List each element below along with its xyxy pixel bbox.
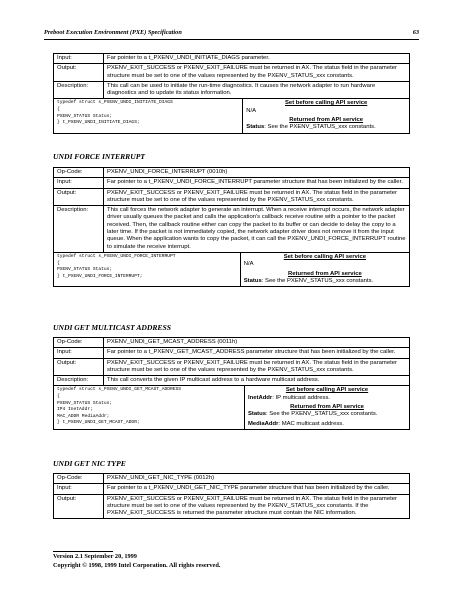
opcode-label: Op-Code: [54, 474, 104, 484]
input-text: Far pointer to a t_PXENV_UNDI_INITIATE_DIAGS parameter. [104, 54, 410, 64]
returned-heading: Returned from API service [289, 117, 364, 124]
code-line: PXENV_STATUS Status; [57, 113, 113, 119]
table-row [54, 474, 410, 484]
mediaaddr-text: : MAC multicast address. [278, 420, 344, 427]
output-text: PXENV_EXIT_SUCCESS or PXENV_EXIT_FAILURE must be returned in AX. The status field in the parameter structure must be set to one of the values represented by the PXENV_STATUS_xxx constants. [104, 188, 410, 206]
status-label: Status [243, 277, 262, 284]
input-text: Far pointer to a t_PXENV_UNDI_GET_NIC_TYPE parameter structure that has been initialized by the caller. [104, 484, 410, 494]
footer-rule [53, 551, 113, 552]
nic-type-table [53, 473, 410, 519]
struct-code [54, 99, 243, 133]
input-label: Input: [54, 54, 104, 64]
code-line: } t_PXENV_UNDI_INITIATE_DIAGS; [57, 120, 140, 126]
code-line: typedef struct s_PXENV_UNDI_INITIATE_DIAGS [57, 100, 173, 106]
code-line: PXENV_STATUS Status; [57, 267, 113, 273]
set-before-inetaddr [248, 395, 406, 402]
output-text: PXENV_EXIT_SUCCESS or PXENV_EXIT_FAILURE must be returned in AX. The status field in the parameter structure must be set to one of the values represented by the PXENV_STATUS_xxx constants. If the PXENV_EXIT_SUCCESS is returned the parameter structure must contain the NIC information. [104, 494, 410, 519]
set-before-text: N/A [243, 261, 254, 268]
description-label: Description: [54, 376, 104, 386]
status-label: Status [246, 124, 265, 131]
output-label: Output: [54, 494, 104, 519]
description-label: Description: [54, 206, 104, 253]
input-text: Far pointer to a t_PXENV_UNDI_FORCE_INTERRUPT parameter structure that has been initialized by the caller. [104, 178, 410, 188]
set-before-heading: Set before calling API service [284, 100, 368, 107]
opcode-text: PXENV_UNDI_GET_NIC_TYPE (0012h) [104, 474, 410, 484]
page-header [44, 29, 419, 39]
inetaddr-text: : IP multicast address. [272, 394, 331, 401]
opcode-text: PXENV_UNDI_GET_MCAST_ADDRESS (0011h) [104, 338, 410, 348]
section-heading-nic-type: UNDI GET NIC TYPE [53, 459, 126, 468]
set-before-heading: Set before calling API service [283, 253, 367, 260]
description-text: This call converts the given IP multicast address to a hardware multicast address. [104, 376, 410, 386]
code-line: { [57, 107, 60, 113]
table-row [54, 252, 410, 286]
returned-mediaaddr [248, 421, 406, 428]
description-text: This call forces the network adapter to generate an interrupt. When a receive interrupt occurs, the network adapter driver usually queues the packet and calls the application's callback receive routine with a pointer to the packet received. Then, the callback routine either can copy the packet to its buffer or can decide to delay the copy to a later time. If the packet is not immediately copied, the network adapter driver does not remove it from the input queue. When the application wants to copy the packet, it can call the PXENV_UNDI_FORCE_INTERRUPT routine to simulate the receive interrupt. [104, 206, 410, 253]
force-interrupt-table [53, 167, 410, 287]
mediaaddr-label: MediaAddr [247, 420, 279, 427]
returned-heading: Returned from API service [287, 270, 362, 277]
input-label: Input: [54, 484, 104, 494]
code-line: MAC_ADDR MediaAddr; [57, 413, 110, 419]
status-text: : See the PXENV_STATUS_xxx constants. [264, 124, 376, 131]
table-row [54, 168, 410, 178]
output-text: PXENV_EXIT_SUCCESS or PXENV_EXIT_FAILURE must be returned in AX. The status field in the parameter structure must be set to one of the values represented by the PXENV_STATUS_xxx constants. [104, 64, 410, 82]
code-line: { [57, 394, 60, 400]
table-row [54, 188, 410, 206]
code-line: PXENV_STATUS Status; [57, 400, 113, 406]
api-service-cell [240, 252, 409, 286]
struct-code [54, 386, 245, 429]
code-line: { [57, 260, 60, 266]
input-label: Input: [54, 348, 104, 358]
returned-status [244, 278, 406, 285]
code-line: typedef struct s_PXENV_UNDI_GET_MCAST_ADDRESS [57, 387, 182, 393]
returned-heading: Returned from API service [290, 404, 364, 411]
table-row [54, 484, 410, 494]
section-heading-force-interrupt: UNDI FORCE INTERRUPT [53, 152, 145, 161]
output-label: Output: [54, 358, 104, 376]
table-row [54, 338, 410, 348]
struct-code [54, 252, 241, 286]
input-text: Far pointer to a t_PXENV_GET_MCAST_ADDRESS parameter structure that has been initialized by the caller. [104, 348, 410, 358]
code-line: } t_PXENV_UNDI_FORCE_INTERRUPT; [57, 273, 143, 279]
inetaddr-label: InetAddr [247, 394, 273, 401]
opcode-label: Op-Code: [54, 168, 104, 178]
table-row [54, 81, 410, 99]
table-row [54, 178, 410, 188]
table-row [54, 376, 410, 386]
api-service-cell [244, 386, 409, 429]
table-row [54, 99, 410, 133]
table-row [54, 348, 410, 358]
table-row [54, 386, 410, 429]
table-row [54, 358, 410, 376]
status-text: : See the PXENV_STATUS_xxx constants. [266, 411, 378, 418]
returned-status [246, 124, 406, 131]
table-row [54, 206, 410, 253]
code-line: } t_PXENV_UNDI_GET_MCAST_ADDR; [57, 420, 140, 426]
footer-version: Version 2.1 September 20, 1999 [53, 553, 137, 560]
code-line: IP4 InetAddr; [57, 407, 93, 413]
opcode-label: Op-Code: [54, 338, 104, 348]
initiate-diags-table [53, 53, 410, 134]
output-label: Output: [54, 188, 104, 206]
status-text: : See the PXENV_STATUS_xxx constants. [261, 277, 374, 284]
table-row [54, 64, 410, 82]
page-number: 63 [412, 29, 419, 36]
description-label: Description: [54, 81, 104, 99]
api-service-cell [243, 99, 410, 133]
set-before-text: N/A [246, 107, 257, 114]
table-row [54, 494, 410, 519]
header-title: Preboot Execution Environment (PXE) Specification [44, 29, 182, 36]
set-before-heading: Set before calling API service [285, 387, 369, 394]
returned-status [248, 411, 406, 418]
input-label: Input: [54, 178, 104, 188]
table-row [54, 54, 410, 64]
code-line: typedef struct s_PXENV_UNDI_FORCE_INTERRUPT [57, 253, 176, 259]
output-label: Output: [54, 64, 104, 82]
opcode-text: PXENV_UNDI_FORCE_INTERRUPT (0010h) [104, 168, 410, 178]
multicast-table [53, 337, 410, 430]
description-text: This call can be used to initiate the run-time diagnostics. It causes the network adapter to run hardware diagnostics and to update its status information. [104, 81, 410, 99]
output-text: PXENV_EXIT_SUCCESS or PXENV_EXIT_FAILURE must be returned in AX. The status field in the parameter structure must be set to one of the values represented by the PXENV_STATUS_xxx constants. [104, 358, 410, 376]
status-label: Status [247, 411, 266, 418]
footer-copyright: Copyright © 1998, 1999 Intel Corporation. All rights reserved. [53, 562, 221, 569]
header-rule [44, 39, 419, 40]
section-heading-multicast: UNDI GET MULTICAST ADDRESS [53, 323, 171, 332]
